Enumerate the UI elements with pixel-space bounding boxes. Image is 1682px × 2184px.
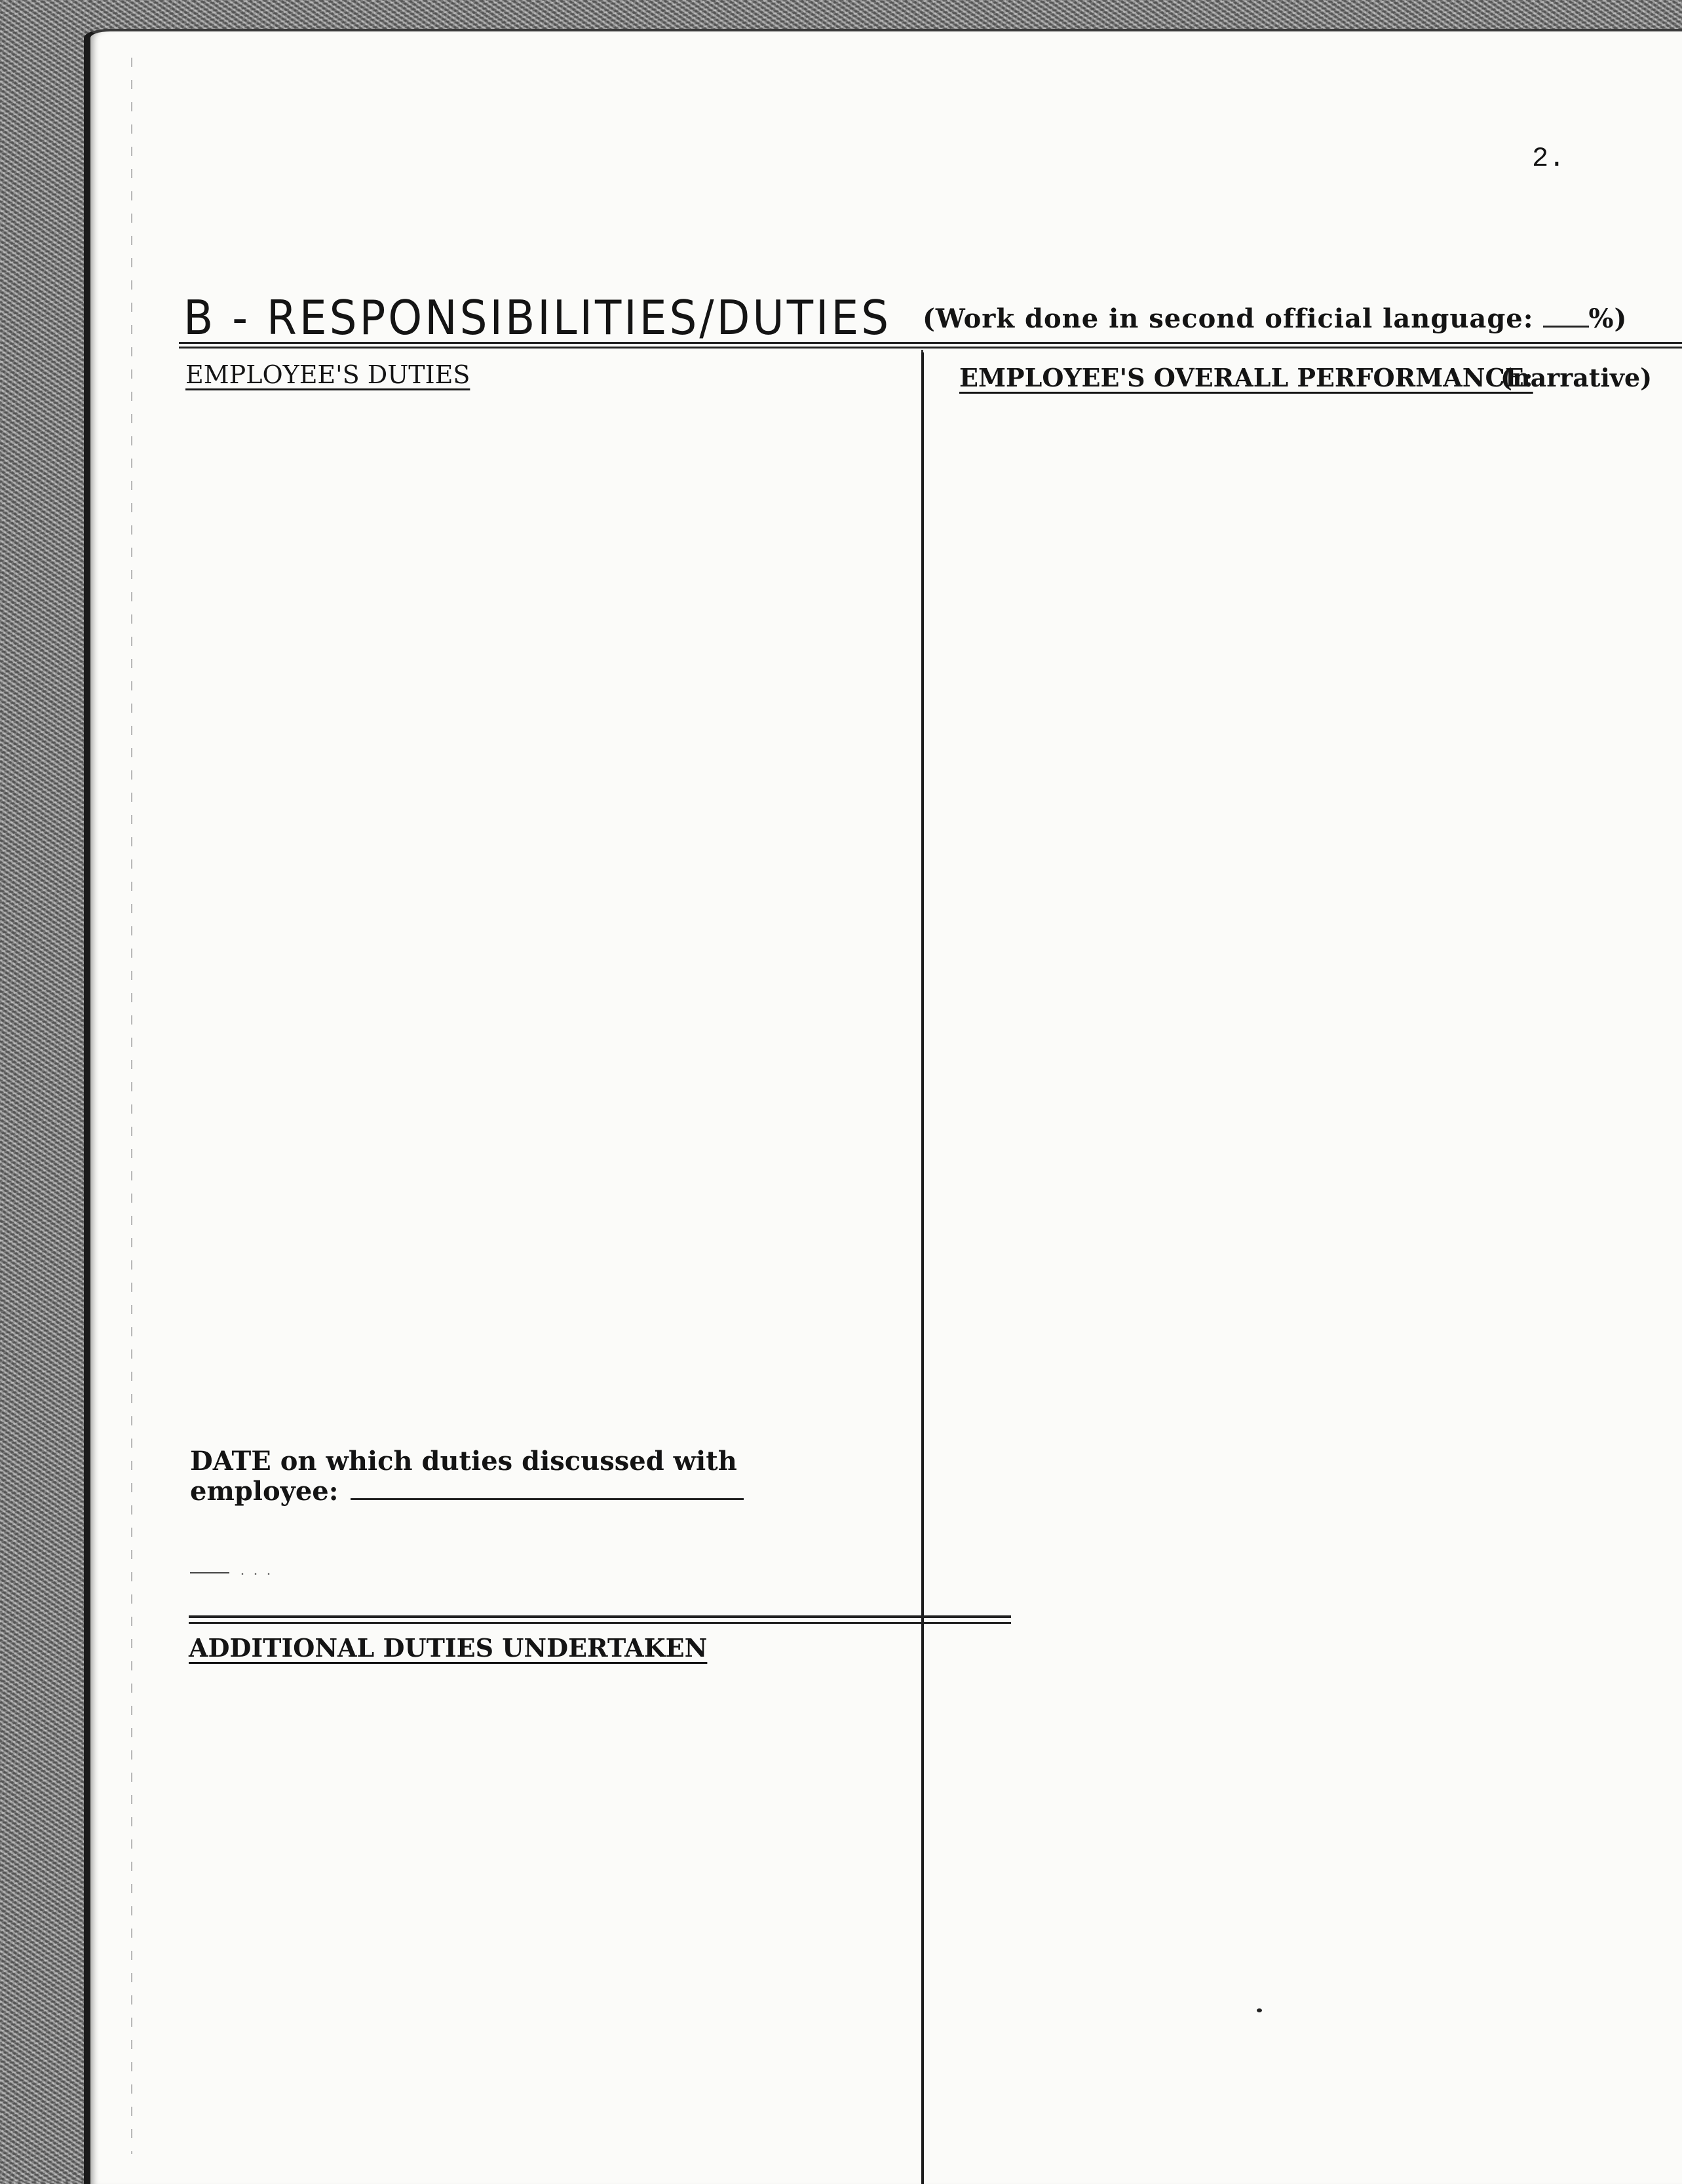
- date-discussed-label-line2: [190, 1477, 744, 1507]
- second-language-note-label: (Work done in second official language:: [923, 303, 1534, 334]
- ink-speck: [1257, 2008, 1262, 2012]
- second-language-note: [923, 303, 1627, 334]
- column-divider: [921, 352, 924, 2184]
- second-language-percent-field[interactable]: [1543, 326, 1589, 328]
- header-double-rule: [179, 342, 1682, 348]
- stray-dots: ···: [239, 1567, 278, 1582]
- narrative-note: (narrative): [1500, 363, 1653, 392]
- section-title: B - RESPONSIBILITIES/DUTIES: [183, 290, 892, 346]
- date-discussed-label: employee:: [190, 1476, 339, 1507]
- date-discussed-block: [190, 1446, 744, 1507]
- page-number: 2.: [1532, 143, 1565, 174]
- date-discussed-field[interactable]: [351, 1498, 744, 1500]
- form-page: [84, 29, 1682, 2184]
- additional-duties-heading: ADDITIONAL DUTIES UNDERTAKEN: [189, 1633, 708, 1663]
- additional-duties-double-rule: [189, 1615, 1011, 1624]
- binding-margin-line: [131, 58, 132, 2154]
- second-language-note-suffix: %): [1588, 303, 1628, 334]
- date-discussed-label-line1: DATE on which duties discussed with: [190, 1446, 737, 1477]
- stray-mark: [190, 1572, 229, 1573]
- employee-duties-heading: EMPLOYEE'S DUTIES: [185, 360, 470, 389]
- overall-performance-heading: EMPLOYEE'S OVERALL PERFORMANCE:: [959, 363, 1533, 392]
